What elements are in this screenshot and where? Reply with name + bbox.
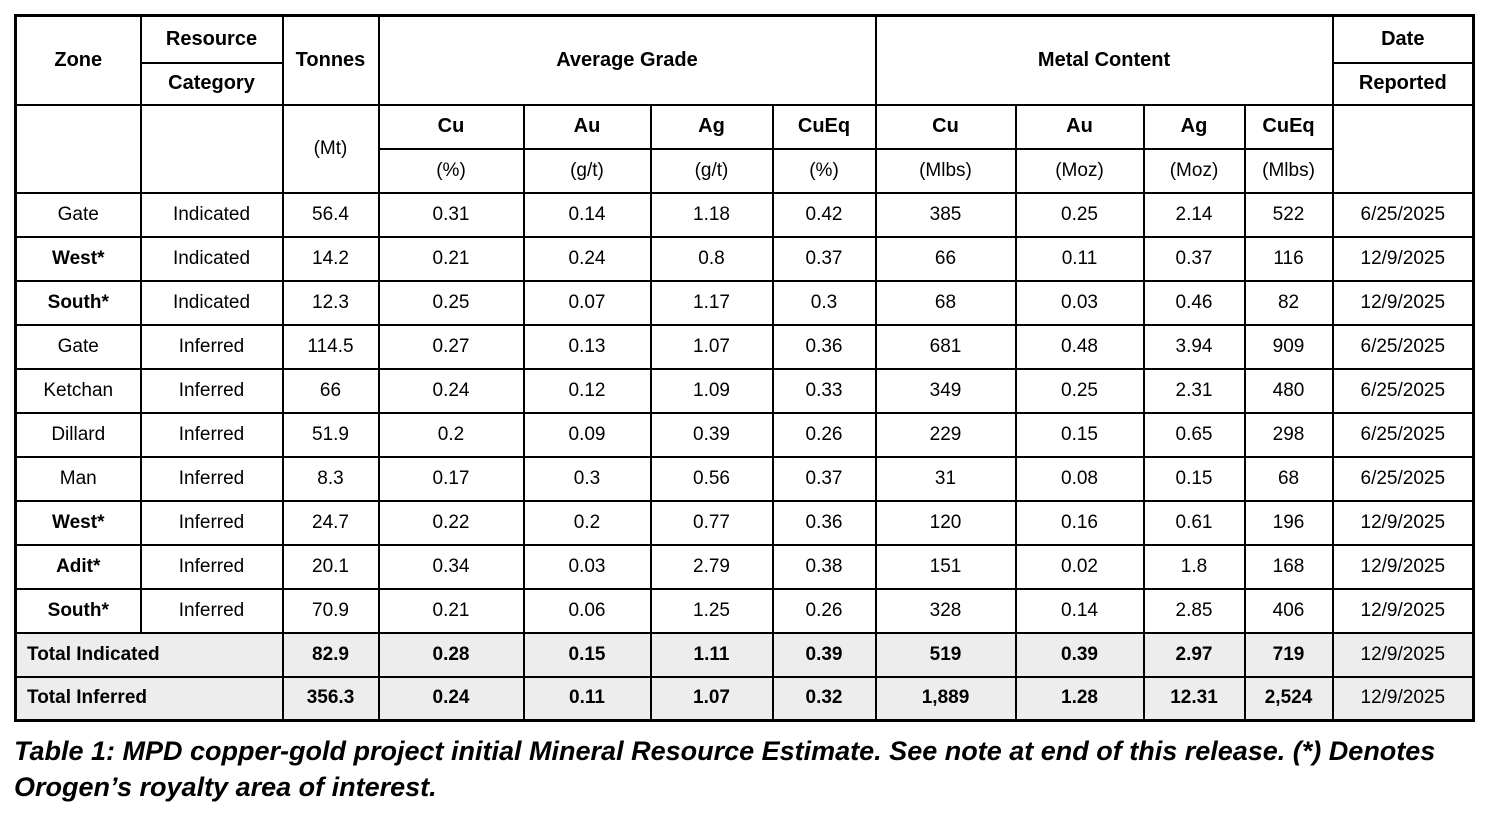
- header-row-3: [16, 105, 1474, 149]
- cell-value: 168: [1245, 545, 1333, 589]
- cell-value: 0.06: [524, 589, 651, 633]
- cell-category: Inferred: [141, 457, 283, 501]
- col-header-zone: Zone: [16, 16, 141, 105]
- cell-tonnes: 20.1: [283, 545, 379, 589]
- cell-date: 12/9/2025: [1333, 545, 1474, 589]
- cell-value: 0.03: [524, 545, 651, 589]
- cell-value: 0.12: [524, 369, 651, 413]
- cell-zone: West*: [16, 501, 141, 545]
- cell-value: 0.24: [379, 677, 524, 721]
- table-row: [16, 237, 1474, 281]
- cell-value: 0.42: [773, 193, 876, 237]
- cell-value: 719: [1245, 633, 1333, 677]
- cell-value: 151: [876, 545, 1016, 589]
- cell-value: 298: [1245, 413, 1333, 457]
- cell-value: 909: [1245, 325, 1333, 369]
- table-row: [16, 545, 1474, 589]
- cell-zone: Gate: [16, 325, 141, 369]
- grade-col-cu: Cu: [379, 105, 524, 149]
- cell-value: 519: [876, 633, 1016, 677]
- cell-category: Inferred: [141, 589, 283, 633]
- cell-value: 0.48: [1016, 325, 1144, 369]
- cell-value: 0.3: [773, 281, 876, 325]
- cell-value: 0.39: [1016, 633, 1144, 677]
- cell-category: Indicated: [141, 193, 283, 237]
- cell-date: 6/25/2025: [1333, 457, 1474, 501]
- cell-value: 0.15: [524, 633, 651, 677]
- cell-value: 0.34: [379, 545, 524, 589]
- cell-zone: Gate: [16, 193, 141, 237]
- cell-value: 0.28: [379, 633, 524, 677]
- cell-tonnes: 8.3: [283, 457, 379, 501]
- cell-tonnes: 14.2: [283, 237, 379, 281]
- cell-value: 0.46: [1144, 281, 1245, 325]
- cell-value: 2.79: [651, 545, 773, 589]
- cell-total-label: Total Inferred: [16, 677, 283, 721]
- cell-zone: Ketchan: [16, 369, 141, 413]
- cell-value: 0.3: [524, 457, 651, 501]
- col-header-reported: Reported: [1333, 63, 1474, 105]
- grade-col-cueq: CuEq: [773, 105, 876, 149]
- cell-category: Inferred: [141, 413, 283, 457]
- cell-date: 6/25/2025: [1333, 325, 1474, 369]
- cell-value: 0.39: [773, 633, 876, 677]
- cell-value: 0.16: [1016, 501, 1144, 545]
- grade-col-au: Au: [524, 105, 651, 149]
- cell-value: 0.08: [1016, 457, 1144, 501]
- cell-value: 1.07: [651, 677, 773, 721]
- cell-value: 3.94: [1144, 325, 1245, 369]
- table-row: [16, 501, 1474, 545]
- cell-value: 0.07: [524, 281, 651, 325]
- table-row: [16, 457, 1474, 501]
- cell-tonnes: 12.3: [283, 281, 379, 325]
- col-header-tonnes: Tonnes: [283, 16, 379, 105]
- table-row: [16, 193, 1474, 237]
- metal-col-cu: Cu: [876, 105, 1016, 149]
- cell-value: 116: [1245, 237, 1333, 281]
- cell-value: 0.21: [379, 237, 524, 281]
- cell-value: 0.21: [379, 589, 524, 633]
- cell-category: Inferred: [141, 545, 283, 589]
- cell-category: Inferred: [141, 325, 283, 369]
- cell-value: 68: [876, 281, 1016, 325]
- table-row: [16, 281, 1474, 325]
- cell-value: 0.38: [773, 545, 876, 589]
- cell-value: 1,889: [876, 677, 1016, 721]
- table-caption: Table 1: MPD copper-gold project initial Mineral Resource Estimate. See note at end of this release. (*) Denotes Orogen’s royalty area of interest.: [14, 736, 1436, 802]
- cell-value: 0.14: [1016, 589, 1144, 633]
- cell-value: 0.36: [773, 501, 876, 545]
- cell-value: 2,524: [1245, 677, 1333, 721]
- table-row: [16, 413, 1474, 457]
- cell-category: Indicated: [141, 281, 283, 325]
- cell-value: 2.31: [1144, 369, 1245, 413]
- cell-total-label: Total Indicated: [16, 633, 283, 677]
- cell-date: 12/9/2025: [1333, 237, 1474, 281]
- metal-unit-au: (Moz): [1016, 149, 1144, 193]
- cell-value: 0.77: [651, 501, 773, 545]
- cell-date: 12/9/2025: [1333, 589, 1474, 633]
- cell-value: 1.25: [651, 589, 773, 633]
- cell-value: 0.33: [773, 369, 876, 413]
- cell-value: 31: [876, 457, 1016, 501]
- cell-value: 66: [876, 237, 1016, 281]
- empty-zone-cell: [16, 105, 141, 193]
- metal-col-au: Au: [1016, 105, 1144, 149]
- cell-value: 0.25: [1016, 369, 1144, 413]
- cell-value: 328: [876, 589, 1016, 633]
- cell-value: 0.2: [379, 413, 524, 457]
- cell-value: 406: [1245, 589, 1333, 633]
- cell-value: 1.09: [651, 369, 773, 413]
- cell-value: 0.2: [524, 501, 651, 545]
- empty-category-cell: [141, 105, 283, 193]
- cell-value: 1.8: [1144, 545, 1245, 589]
- cell-value: 0.03: [1016, 281, 1144, 325]
- cell-value: 0.39: [651, 413, 773, 457]
- cell-tonnes: 70.9: [283, 589, 379, 633]
- cell-date: 12/9/2025: [1333, 677, 1474, 721]
- cell-date: 12/9/2025: [1333, 501, 1474, 545]
- cell-value: 0.09: [524, 413, 651, 457]
- cell-value: 0.26: [773, 413, 876, 457]
- col-header-category: Category: [141, 63, 283, 105]
- cell-value: 1.28: [1016, 677, 1144, 721]
- cell-value: 0.11: [524, 677, 651, 721]
- cell-value: 522: [1245, 193, 1333, 237]
- table-row: [16, 369, 1474, 413]
- cell-value: 0.27: [379, 325, 524, 369]
- grade-unit-cu: (%): [379, 149, 524, 193]
- col-header-date: Date: [1333, 16, 1474, 63]
- cell-value: 0.15: [1016, 413, 1144, 457]
- cell-value: 12.31: [1144, 677, 1245, 721]
- cell-category: Inferred: [141, 501, 283, 545]
- metal-unit-cu: (Mlbs): [876, 149, 1016, 193]
- col-header-average-grade: Average Grade: [379, 16, 876, 105]
- metal-col-cueq: CuEq: [1245, 105, 1333, 149]
- cell-tonnes: 56.4: [283, 193, 379, 237]
- cell-zone: South*: [16, 589, 141, 633]
- cell-value: 0.02: [1016, 545, 1144, 589]
- cell-value: 0.11: [1016, 237, 1144, 281]
- cell-category: Indicated: [141, 237, 283, 281]
- cell-date: 6/25/2025: [1333, 193, 1474, 237]
- cell-value: 2.14: [1144, 193, 1245, 237]
- cell-value: 0.65: [1144, 413, 1245, 457]
- cell-value: 681: [876, 325, 1016, 369]
- table-row: [16, 325, 1474, 369]
- cell-date: 6/25/2025: [1333, 369, 1474, 413]
- cell-value: 1.11: [651, 633, 773, 677]
- cell-value: 0.24: [524, 237, 651, 281]
- cell-tonnes: 24.7: [283, 501, 379, 545]
- cell-value: 0.15: [1144, 457, 1245, 501]
- cell-value: 2.97: [1144, 633, 1245, 677]
- cell-value: 0.37: [773, 237, 876, 281]
- metal-unit-ag: (Moz): [1144, 149, 1245, 193]
- grade-unit-ag: (g/t): [651, 149, 773, 193]
- cell-value: 0.37: [773, 457, 876, 501]
- cell-tonnes: 82.9: [283, 633, 379, 677]
- cell-value: 196: [1245, 501, 1333, 545]
- cell-tonnes: 114.5: [283, 325, 379, 369]
- cell-value: 0.14: [524, 193, 651, 237]
- cell-value: 480: [1245, 369, 1333, 413]
- cell-value: 0.22: [379, 501, 524, 545]
- cell-value: 0.31: [379, 193, 524, 237]
- cell-value: 1.07: [651, 325, 773, 369]
- cell-value: 349: [876, 369, 1016, 413]
- empty-date-cell: [1333, 105, 1474, 193]
- cell-value: 0.25: [379, 281, 524, 325]
- cell-date: 6/25/2025: [1333, 413, 1474, 457]
- cell-zone: South*: [16, 281, 141, 325]
- metal-col-ag: Ag: [1144, 105, 1245, 149]
- header-row-1: [16, 16, 1474, 63]
- cell-category: Inferred: [141, 369, 283, 413]
- cell-tonnes: 356.3: [283, 677, 379, 721]
- cell-tonnes: 66: [283, 369, 379, 413]
- cell-value: 0.26: [773, 589, 876, 633]
- cell-value: 1.17: [651, 281, 773, 325]
- metal-unit-cueq: (Mlbs): [1245, 149, 1333, 193]
- cell-value: 0.24: [379, 369, 524, 413]
- cell-value: 0.13: [524, 325, 651, 369]
- cell-value: 0.8: [651, 237, 773, 281]
- cell-value: 1.18: [651, 193, 773, 237]
- cell-value: 0.56: [651, 457, 773, 501]
- cell-value: 68: [1245, 457, 1333, 501]
- grade-unit-cueq: (%): [773, 149, 876, 193]
- cell-date: 12/9/2025: [1333, 633, 1474, 677]
- cell-value: 0.61: [1144, 501, 1245, 545]
- col-header-metal-content: Metal Content: [876, 16, 1333, 105]
- cell-value: 0.17: [379, 457, 524, 501]
- cell-tonnes: 51.9: [283, 413, 379, 457]
- grade-col-ag: Ag: [651, 105, 773, 149]
- cell-value: 0.37: [1144, 237, 1245, 281]
- cell-value: 229: [876, 413, 1016, 457]
- col-header-resource: Resource: [141, 16, 283, 63]
- grade-unit-au: (g/t): [524, 149, 651, 193]
- cell-value: 2.85: [1144, 589, 1245, 633]
- cell-zone: Man: [16, 457, 141, 501]
- cell-value: 0.25: [1016, 193, 1144, 237]
- cell-zone: West*: [16, 237, 141, 281]
- cell-value: 0.32: [773, 677, 876, 721]
- mineral-resource-table: [14, 14, 1475, 722]
- tonnes-unit: (Mt): [283, 105, 379, 193]
- total-row: [16, 633, 1474, 677]
- cell-date: 12/9/2025: [1333, 281, 1474, 325]
- cell-value: 385: [876, 193, 1016, 237]
- cell-zone: Dillard: [16, 413, 141, 457]
- cell-value: 82: [1245, 281, 1333, 325]
- cell-value: 120: [876, 501, 1016, 545]
- cell-value: 0.36: [773, 325, 876, 369]
- table-row: [16, 589, 1474, 633]
- cell-zone: Adit*: [16, 545, 141, 589]
- total-row: [16, 677, 1474, 721]
